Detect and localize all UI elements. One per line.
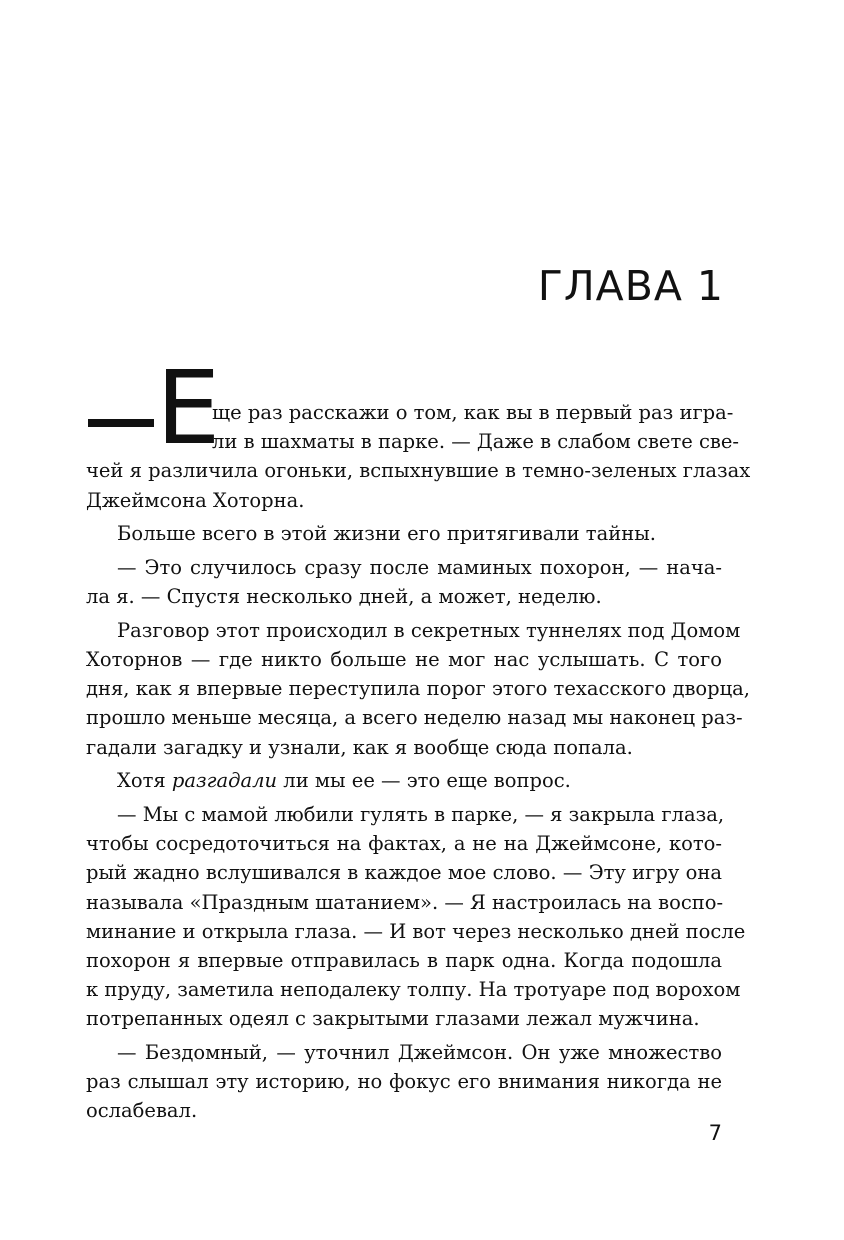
text-line: называла «Праздным шатанием». — Я настроилась на воспо- [86, 890, 724, 914]
text-line: ли в шахматы в парке. — Даже в слабом свете све- [212, 430, 740, 454]
text-line: — Это случилось сразу после маминых похорон, — нача- [117, 555, 722, 579]
text-line: чтобы сосредоточиться на фактах, а не на Джеймсоне, кото- [86, 832, 722, 856]
text-line: ла я. — Спустя несколько дней, а может, неделю. [86, 585, 602, 609]
text-line: ослабевал. [86, 1099, 198, 1123]
paragraph-1 [86, 398, 751, 515]
text-line: потрепанных одеял с закрытыми глазами лежал мужчина. [86, 1007, 700, 1031]
paragraph-6 [86, 800, 746, 1034]
text-line: минание и открыла глаза. — И вот через несколько дней после [86, 919, 746, 943]
text-line: гадали загадку и узнали, как я вообще сюда попала. [86, 735, 633, 759]
body-text [86, 398, 751, 1126]
chapter-title: ГЛАВА 1 [537, 262, 724, 310]
page-number: 7 [708, 1121, 722, 1145]
text-line: Разговор этот происходил в секретных туннелях под Домом [117, 618, 741, 642]
drop-cap-letter: Е [156, 349, 221, 468]
text-line: прошло меньше месяца, а всего неделю назад мы наконец раз- [86, 706, 743, 730]
text-prefix: Хотя [117, 769, 172, 793]
text-line: похорон я впервые отправилась в парк одна. Когда подошла [86, 948, 722, 972]
text-line: к пруду, заметила неподалеку толпу. На тротуаре под ворохом [86, 978, 741, 1002]
text-line: дня, как я впервые переступила порог этого техасского дворца, [86, 677, 751, 701]
text-line: — Мы с мамой любили гулять в парке, — я закрыла глаза, [117, 802, 725, 826]
paragraph-7 [86, 1038, 722, 1126]
text-line: рый жадно вслушивался в каждое мое слово. — Эту игру она [86, 861, 722, 885]
text-line: — Бездомный, — уточнил Джеймсон. Он уже множество [117, 1040, 722, 1064]
text-line [86, 766, 722, 795]
text-line: раз слышал эту историю, но фокус его внимания никогда не [86, 1070, 722, 1094]
paragraph-3 [86, 553, 722, 611]
text-suffix: ли мы ее — это еще вопрос. [277, 769, 571, 793]
paragraph-5 [86, 766, 722, 795]
text-line: Хоторнов — где никто больше не мог нас услышать. С того [86, 648, 722, 671]
paragraph-4 [86, 616, 751, 762]
text-line: ще раз расскажи о том, как вы в первый раз игра- [212, 401, 734, 424]
emphasized-word: разгадали [171, 769, 278, 793]
text-line: Больше всего в этой жизни его притягивали тайны. [117, 522, 656, 546]
paragraph-2 [86, 519, 722, 548]
text-line: чей я различила огоньки, вспыхнувшие в темно-зеленых глазах [86, 459, 751, 483]
text-line: Джеймсона Хоторна. [86, 488, 305, 512]
